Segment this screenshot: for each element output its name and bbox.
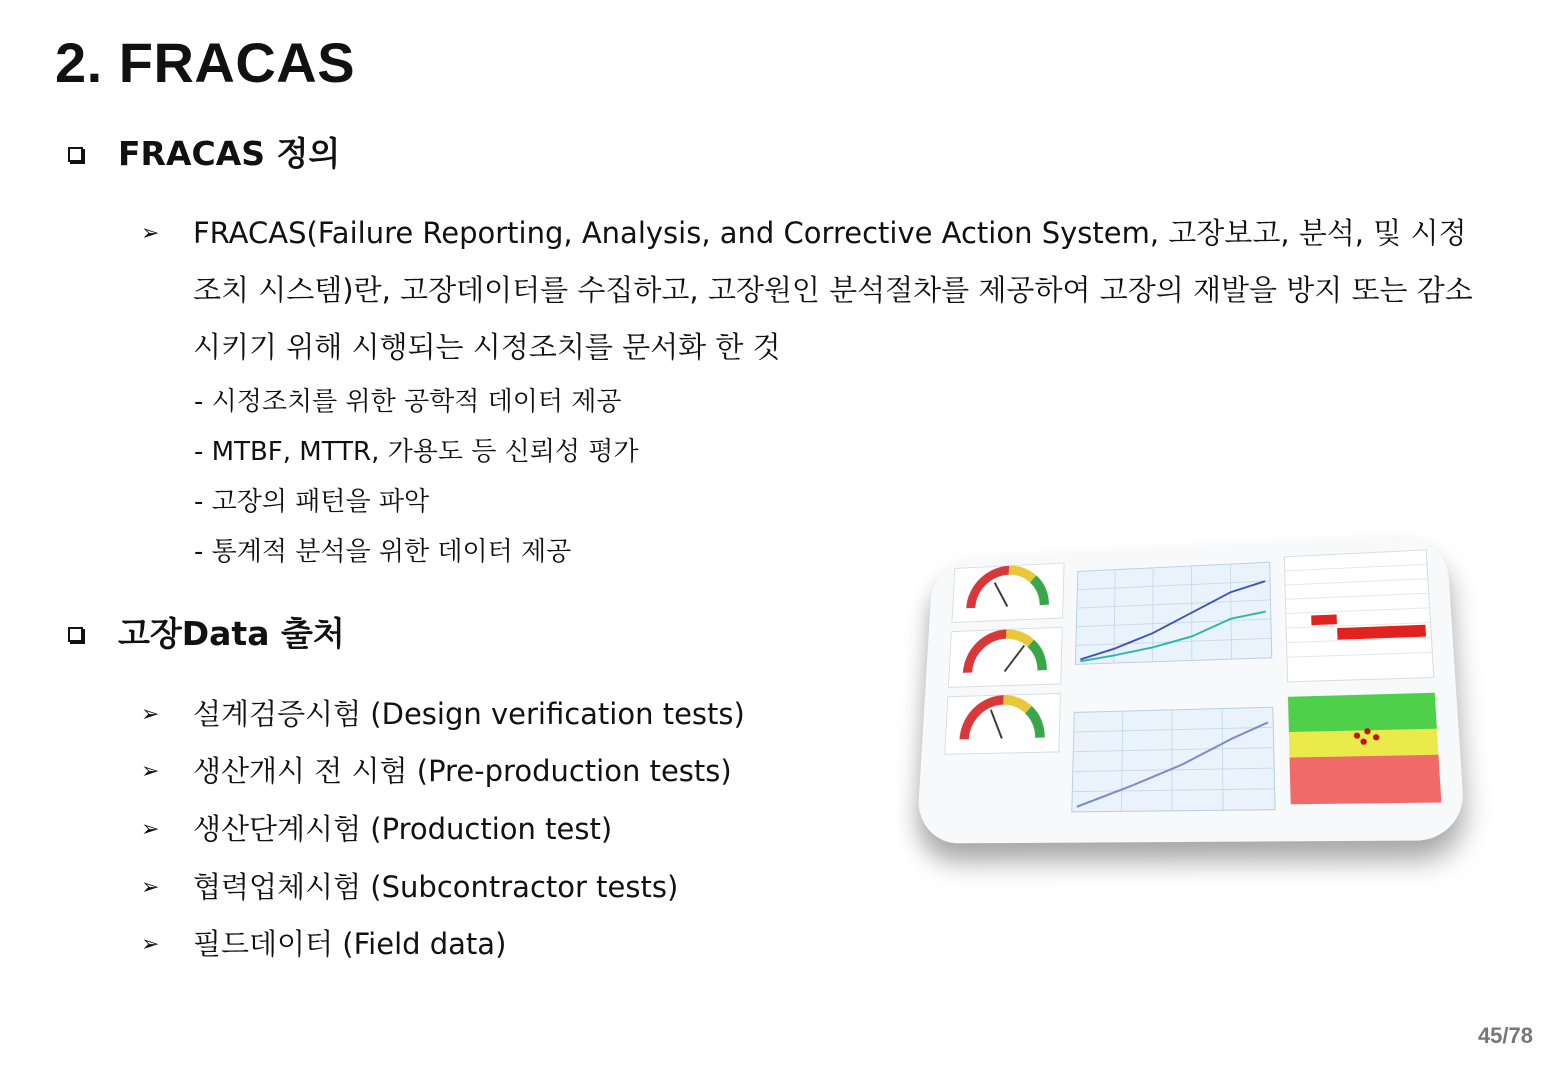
sub-item: - MTBF, MTTR, 가용도 등 신뢰성 평가 [194, 437, 639, 467]
page-number: 45/78 [1477, 1023, 1533, 1048]
list-item-label: 생산단계시험 (Production test) [193, 812, 613, 846]
gauge-icon [945, 693, 1061, 754]
line-chart-icon [1072, 707, 1275, 812]
line-chart-icon [1075, 562, 1271, 664]
list-item [141, 801, 612, 858]
sub-item: - 시정조치를 위한 공학적 데이터 제공 [194, 387, 622, 417]
list-item [141, 859, 678, 916]
list-item [141, 916, 506, 973]
list-item-label: 협력업체시험 (Subcontractor tests) [193, 870, 679, 904]
section-fracas-definition [68, 128, 340, 175]
arrow-bullet-icon: ➢ [141, 759, 160, 784]
gauge-icon [952, 563, 1064, 622]
section-failure-data-sources [68, 608, 345, 655]
list-item-label: 설계검증시험 (Design verification tests) [193, 697, 745, 731]
arrow-bullet-icon: ➢ [141, 221, 160, 246]
arrow-bullet-icon: ➢ [141, 817, 160, 842]
arrow-bullet-icon: ➢ [141, 932, 160, 957]
sub-item: - 통계적 분석을 위한 데이터 제공 [194, 537, 572, 567]
list-item-label: 필드데이터 (Field data) [193, 927, 507, 961]
dashboard-graphic [916, 535, 1466, 844]
arrow-bullet-icon: ➢ [141, 875, 160, 900]
sub-item: - 고장의 패턴을 파악 [194, 487, 430, 517]
list-item [141, 743, 732, 800]
section-title: 고장Data 출처 [118, 614, 345, 653]
quadrant-chart-icon [1288, 693, 1441, 805]
list-item-label: 생산개시 전 시험 (Pre-production tests) [193, 754, 732, 788]
definition-bullet [141, 205, 1493, 376]
square-bullet-icon [68, 627, 83, 642]
slide-title: 2. FRACAS [55, 31, 356, 94]
section-title: FRACAS 정의 [118, 134, 341, 173]
arrow-bullet-icon: ➢ [141, 702, 160, 727]
dashboard-illustration [916, 535, 1466, 844]
gauge-icon [948, 627, 1062, 687]
square-bullet-icon [68, 147, 83, 162]
list-item [141, 686, 745, 743]
data-table-icon [1284, 550, 1433, 682]
definition-text: FRACAS(Failure Reporting, Analysis, and Corrective Action System, 고장보고, 분석, 및 시정조치 시스템)란, 고장데이터를 수집하고, 고장원인 분석절차를 제공하여 고장의 재발을 방지 또는 감소시키기 위해 시행되는 시정조치를 문서화 한 것 [193, 216, 1473, 364]
